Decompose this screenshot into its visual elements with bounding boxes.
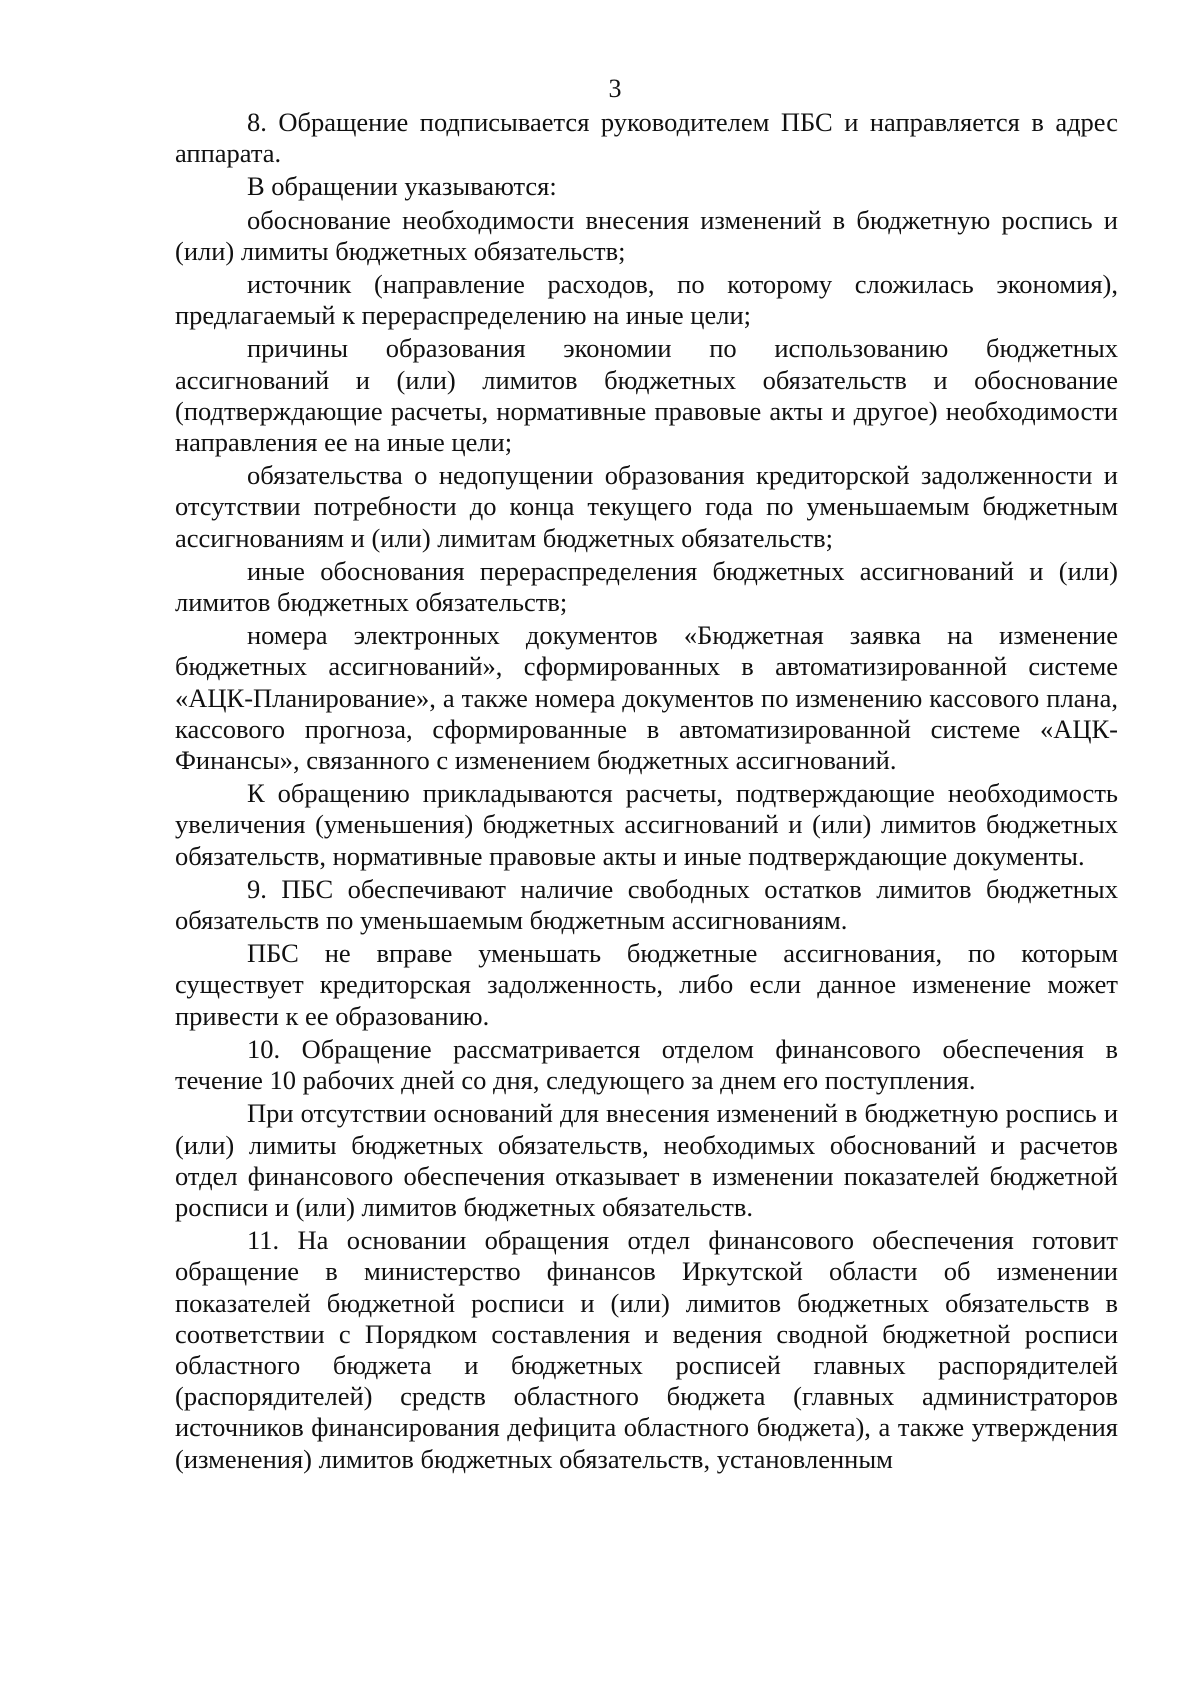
paragraph-8: 8. Обращение подписывается руководителем ПБС и направляется в адрес аппарата. — [175, 107, 1118, 169]
paragraph-appeal-contents-intro: В обращении указываются: — [247, 171, 557, 202]
paragraph-10: 10. Обращение рассматривается отделом финансового обеспечения в течение 10 рабочих дней со дня, следующего за днем его поступления. — [175, 1033, 1118, 1096]
paragraph-10-refusal: При отсутствии оснований для внесения изменений в бюджетную роспись и (или) лимиты бюджетных обязательств, необходимых обоснований и расчетов отдел финансового обеспечения отказывает в изменении показателей бюджетной росписи и (или) лимитов бюджетных обязательств. — [175, 1098, 1118, 1222]
paragraph-attachments: К обращению прикладываются расчеты, подтверждающие необходимость увеличения (уменьшения) бюджетных ассигнований и (или) лимитов бюджетных обязательств, нормативные правовые акты и иные подтверждающие документы. — [175, 778, 1118, 871]
paragraph-other-justifications: иные обоснования перераспределения бюджетных ассигнований и (или) лимитов бюджетных обязательств; — [175, 555, 1118, 618]
paragraph-justification: обоснование необходимости внесения изменений в бюджетную роспись и (или) лимиты бюджетных обязательств; — [175, 204, 1118, 266]
paragraph-obligations: обязательства о недопущении образования кредиторской задолженности и отсутствии потребности до конца текущего года по уменьшаемым бюджетным ассигнованиям и (или) лимитам бюджетных обязательств; — [175, 460, 1118, 553]
document-body — [175, 107, 1118, 1477]
paragraph-9-restriction: ПБС не вправе уменьшать бюджетные ассигнования, по которым существует кредиторская задолженность, либо если данное изменение может привести к ее образованию. — [175, 938, 1118, 1031]
paragraph-11: 11. На основании обращения отдел финансового обеспечения готовит обращение в министерство финансов Иркутской области об изменении показателей бюджетной росписи и (или) лимитов бюджетных обязательств в соответствии с Порядком составления и ведения сводной бюджетной росписи областного бюджета и бюджетных росписей главных распорядителей (распорядителей) средств областного бюджета (главных администраторов источников финансирования дефицита областного бюджета), а также утверждения (изменения) лимитов бюджетных обязательств, установленным — [175, 1225, 1118, 1474]
paragraph-source: источник (направление расходов, по которому сложилась экономия), предлагаемый к перераспределению на иные цели; — [175, 269, 1118, 331]
page-number: 3 — [608, 74, 622, 103]
paragraph-savings-reasons: причины образования экономии по использованию бюджетных ассигнований и (или) лимитов бюджетных обязательств и обоснование (подтверждающие расчеты, нормативные правовые акты и другое) необходимости направления ее на иные цели; — [175, 333, 1118, 458]
paragraph-document-numbers: номера электронных документов «Бюджетная заявка на изменение бюджетных ассигнований», сформированных в автоматизированной системе «АЦК-Планирование», а также номера документов по изменению кассового плана, кассового прогноза, сформированные в автоматизированной системе «АЦК-Финансы», связанного с изменением бюджетных ассигнований. — [175, 620, 1118, 776]
paragraph-9: 9. ПБС обеспечивают наличие свободных остатков лимитов бюджетных обязательств по уменьшаемым бюджетным ассигнованиям. — [175, 873, 1118, 936]
